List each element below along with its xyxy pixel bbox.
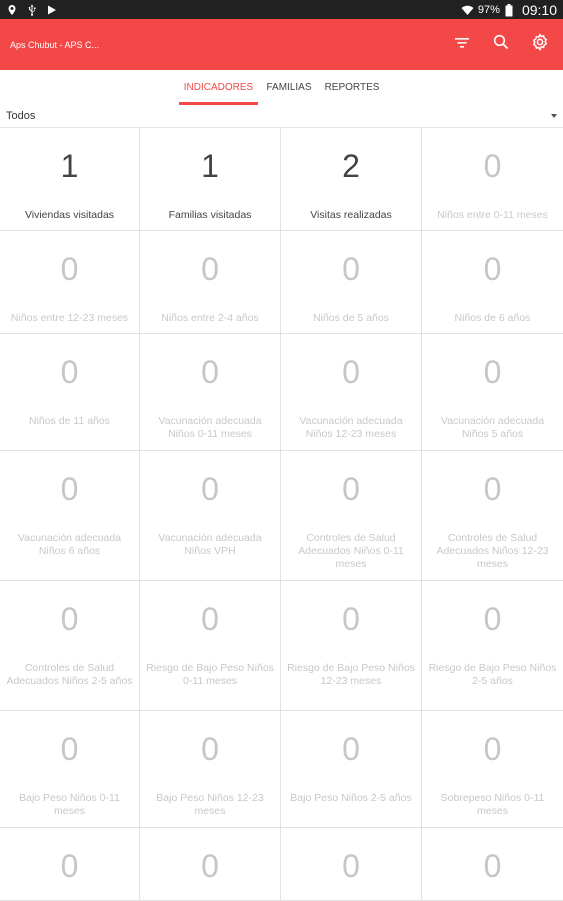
indicator-label: Riesgo de Bajo Peso Niños 2-5 años (428, 662, 557, 687)
settings-button[interactable] (529, 34, 551, 56)
indicator-label: Riesgo de Bajo Peso Niños 0-11 meses (146, 662, 274, 687)
indicator-card[interactable] (0, 828, 140, 901)
indicator-card[interactable] (422, 128, 563, 231)
indicator-label: Visitas realizadas (310, 209, 392, 221)
indicator-label: Bajo Peso Niños 2-5 años (290, 792, 412, 804)
tab-indicadores[interactable]: INDICADORES (183, 82, 254, 93)
indicator-value: 0 (483, 148, 502, 184)
indicator-card[interactable] (281, 128, 422, 231)
indicator-value: 0 (342, 251, 360, 287)
indicator-label: Controles de Salud Adecuados Niños 2-5 años (6, 662, 133, 687)
app-bar-actions (451, 34, 551, 56)
indicator-value: 0 (342, 471, 360, 507)
indicator-label: Controles de Salud Adecuados Niños 0-11 meses (298, 532, 404, 570)
indicator-label: Vacunación adecuada Niños VPH (158, 532, 262, 557)
indicator-card[interactable] (0, 451, 140, 581)
indicator-value: 0 (483, 848, 502, 884)
indicator-card[interactable] (140, 711, 281, 828)
app-bar (0, 19, 563, 70)
indicator-value: 0 (342, 354, 360, 390)
filter-dropdown[interactable] (0, 106, 563, 126)
indicator-label: Bajo Peso Niños 0-11 meses (19, 792, 120, 817)
indicator-label: Niños de 6 años (454, 312, 531, 324)
indicator-label: Niños de 11 años (29, 415, 110, 427)
indicator-label: Viviendas visitadas (24, 209, 115, 221)
battery-percent: 97% (477, 3, 500, 16)
indicator-value: 0 (483, 251, 502, 287)
app-title: Aps Chubut - APS C... (10, 39, 100, 50)
filter-selected-value: Todos (6, 110, 36, 122)
indicator-value: 0 (342, 601, 360, 637)
indicator-label: Vacunación adecuada Niños 0-11 meses (158, 415, 262, 440)
indicator-card[interactable] (422, 828, 563, 901)
indicator-value: 1 (60, 148, 79, 184)
tab-reportes[interactable]: REPORTES (324, 82, 380, 93)
indicator-value: 0 (483, 471, 502, 507)
indicator-card[interactable] (0, 231, 140, 334)
indicator-card[interactable] (140, 128, 281, 231)
settings-icon (531, 33, 549, 56)
indicator-card[interactable] (281, 581, 422, 711)
indicator-value: 0 (60, 848, 79, 884)
tab-bar (0, 70, 563, 106)
indicator-card[interactable] (0, 128, 140, 231)
indicator-value: 0 (342, 731, 360, 767)
indicator-label: Riesgo de Bajo Peso Niños 12-23 meses (287, 662, 415, 687)
indicator-card[interactable] (140, 451, 281, 581)
indicator-card[interactable] (422, 581, 563, 711)
battery-icon (505, 4, 517, 16)
status-bar-left (6, 4, 58, 16)
indicator-card[interactable] (140, 334, 281, 451)
indicator-card[interactable] (422, 451, 563, 581)
indicator-value: 0 (483, 731, 502, 767)
indicator-value: 0 (483, 354, 502, 390)
indicator-label: Vacunación adecuada Niños 5 años (440, 415, 545, 440)
indicator-value: 0 (60, 601, 79, 637)
indicator-label: Niños entre 2-4 años (161, 312, 259, 324)
indicator-label: Niños entre 12-23 meses (10, 312, 129, 324)
indicator-value: 0 (60, 251, 79, 287)
indicator-value: 0 (201, 354, 219, 390)
indicator-card[interactable] (140, 581, 281, 711)
indicator-label: Bajo Peso Niños 12-23 meses (156, 792, 264, 817)
search-icon (493, 34, 509, 55)
search-button[interactable] (490, 34, 512, 56)
indicator-label: Sobrepeso Niños 0-11 meses (440, 792, 545, 817)
indicator-label: Niños entre 0-11 meses (437, 209, 548, 221)
indicator-card[interactable] (281, 334, 422, 451)
indicator-card[interactable] (422, 231, 563, 334)
indicator-label: Controles de Salud Adecuados Niños 12-23 meses (436, 532, 549, 570)
indicator-value: 0 (201, 251, 219, 287)
wifi-icon (461, 4, 473, 16)
location-icon (6, 4, 18, 16)
indicator-card[interactable] (422, 711, 563, 828)
clock: 09:10 (521, 1, 557, 18)
indicator-value: 0 (60, 354, 79, 390)
indicator-grid (0, 127, 563, 900)
indicator-card[interactable] (140, 828, 281, 901)
usb-icon (26, 4, 38, 16)
indicator-label: Vacunación adecuada Niños 12-23 meses (299, 415, 403, 440)
indicator-label: Niños de 5 años (313, 312, 389, 324)
indicator-label: Vacunación adecuada Niños 6 años (17, 532, 122, 557)
dropdown-caret-icon (551, 114, 557, 118)
indicator-label: Familias visitadas (168, 209, 252, 221)
indicator-card[interactable] (0, 334, 140, 451)
indicator-value: 0 (201, 471, 219, 507)
indicator-value: 0 (201, 601, 219, 637)
indicator-value: 1 (201, 148, 219, 184)
indicator-card[interactable] (281, 451, 422, 581)
filter-button[interactable] (451, 34, 473, 56)
indicator-card[interactable] (0, 711, 140, 828)
indicator-value: 0 (342, 848, 360, 884)
indicator-value: 0 (60, 471, 79, 507)
indicator-value: 2 (342, 148, 360, 184)
indicator-value: 0 (483, 601, 502, 637)
indicator-card[interactable] (281, 828, 422, 901)
indicator-card[interactable] (281, 231, 422, 334)
status-bar (0, 0, 563, 19)
play-store-icon (46, 4, 58, 16)
indicator-card[interactable] (422, 334, 563, 451)
indicator-card[interactable] (140, 231, 281, 334)
active-tab-indicator (179, 102, 258, 105)
indicator-card[interactable] (281, 711, 422, 828)
indicator-value: 0 (60, 731, 79, 767)
indicator-value: 0 (201, 731, 219, 767)
filter-icon (454, 36, 470, 54)
status-bar-right (461, 2, 557, 18)
tab-familias[interactable]: FAMILIAS (266, 82, 312, 93)
indicator-value: 0 (201, 848, 219, 884)
indicator-card[interactable] (0, 581, 140, 711)
